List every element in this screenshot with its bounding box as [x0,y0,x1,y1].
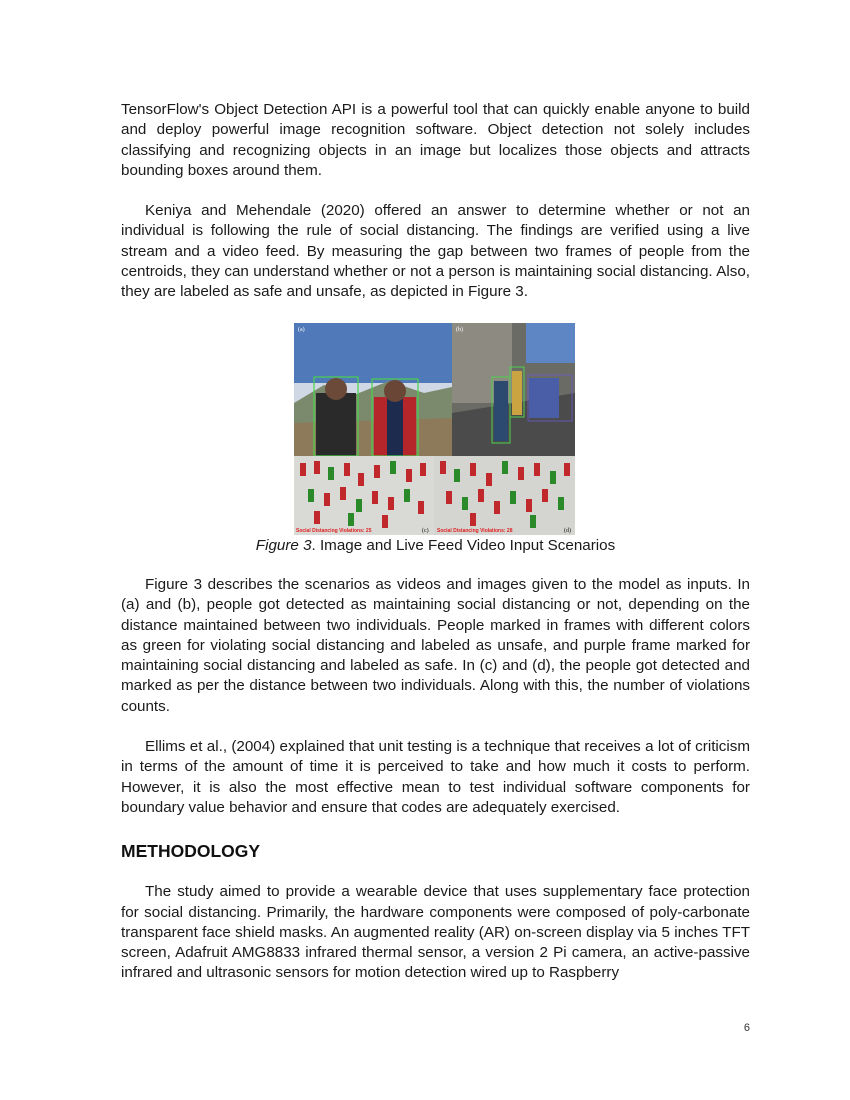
page-number: 6 [743,1022,750,1034]
figure-3-image [294,323,575,535]
paragraph-methodology: The study aimed to provide a wearable device that uses supplementary face protection for social distancing. Primarily, the hardware components were composed of poly-carbonate transparent face shield masks. An augmented reality (AR) on-screen display via 5 inches TFT screen, Adafruit AMG8833 infrared thermal sensor, a version 2 Pi camera, an active-passive infrared and ultrasonic sensors for motion detection wired up to Raspberry [121,883,750,982]
panel-a-label: (a) [298,327,305,333]
paragraph-object-detection: TensorFlow's Object Detection API is a powerful tool that can quickly enable anyone to build and deploy powerful image recognition software. Object detection not solely includes classifying and recognizing objects in an image but localizes those objects and attracts bounding boxes around them. [121,101,750,179]
panel-d-label: (d) [564,528,571,534]
panel-b-label: (b) [456,327,463,333]
page-content-lower [121,575,750,984]
figure-caption-text: . Image and Live Feed Video Input Scenarios [311,537,616,554]
paragraph-keniya: Keniya and Mehendale (2020) offered an answer to determine whether or not an individual is following the rule of social distancing. The findings are verified using a live stream and a video feed. By measuring the gap between two frames of people from the centroids, they can understand whether or not a person is maintaining social distancing. Also, they are labeled as safe and unsafe, as depicted in Figure 3. [121,202,750,301]
figure-caption [121,536,750,556]
page-content [121,100,750,303]
figure-caption-label: Figure 3 [255,537,312,554]
panel-c [294,456,434,535]
panel-b [452,323,575,456]
panel-d [434,456,575,535]
violations-c: Social Distancing Violations: 25 [296,528,372,534]
panel-a [294,323,452,456]
section-heading: METHODOLOGY [121,841,261,862]
panel-c-label: (c) [422,528,429,534]
paragraph-figure-description: Figure 3 describes the scenarios as videos and images given to the model as inputs. In (a) and (b), people got detected as maintaining social distancing or not, depending on the distance maintained between two individuals. People marked in frames with different colors as green for violating social distancing and labeled as unsafe, and purple frame marked for maintaining social distancing and labeled as safe. In (c) and (d), the people got detected and marked as per the distance between two individuals. Along with this, the number of violations counts. [121,576,750,715]
paragraph-ellims: Ellims et al., (2004) explained that unit testing is a technique that receives a lot of criticism in terms of the amount of time it is perceived to take and how much it costs to perform. However, it is also the most effective mean to test individual software components for boundary value behavior and ensure that codes are adequately exercised. [121,738,750,816]
violations-d: Social Distancing Violations: 28 [437,528,513,534]
